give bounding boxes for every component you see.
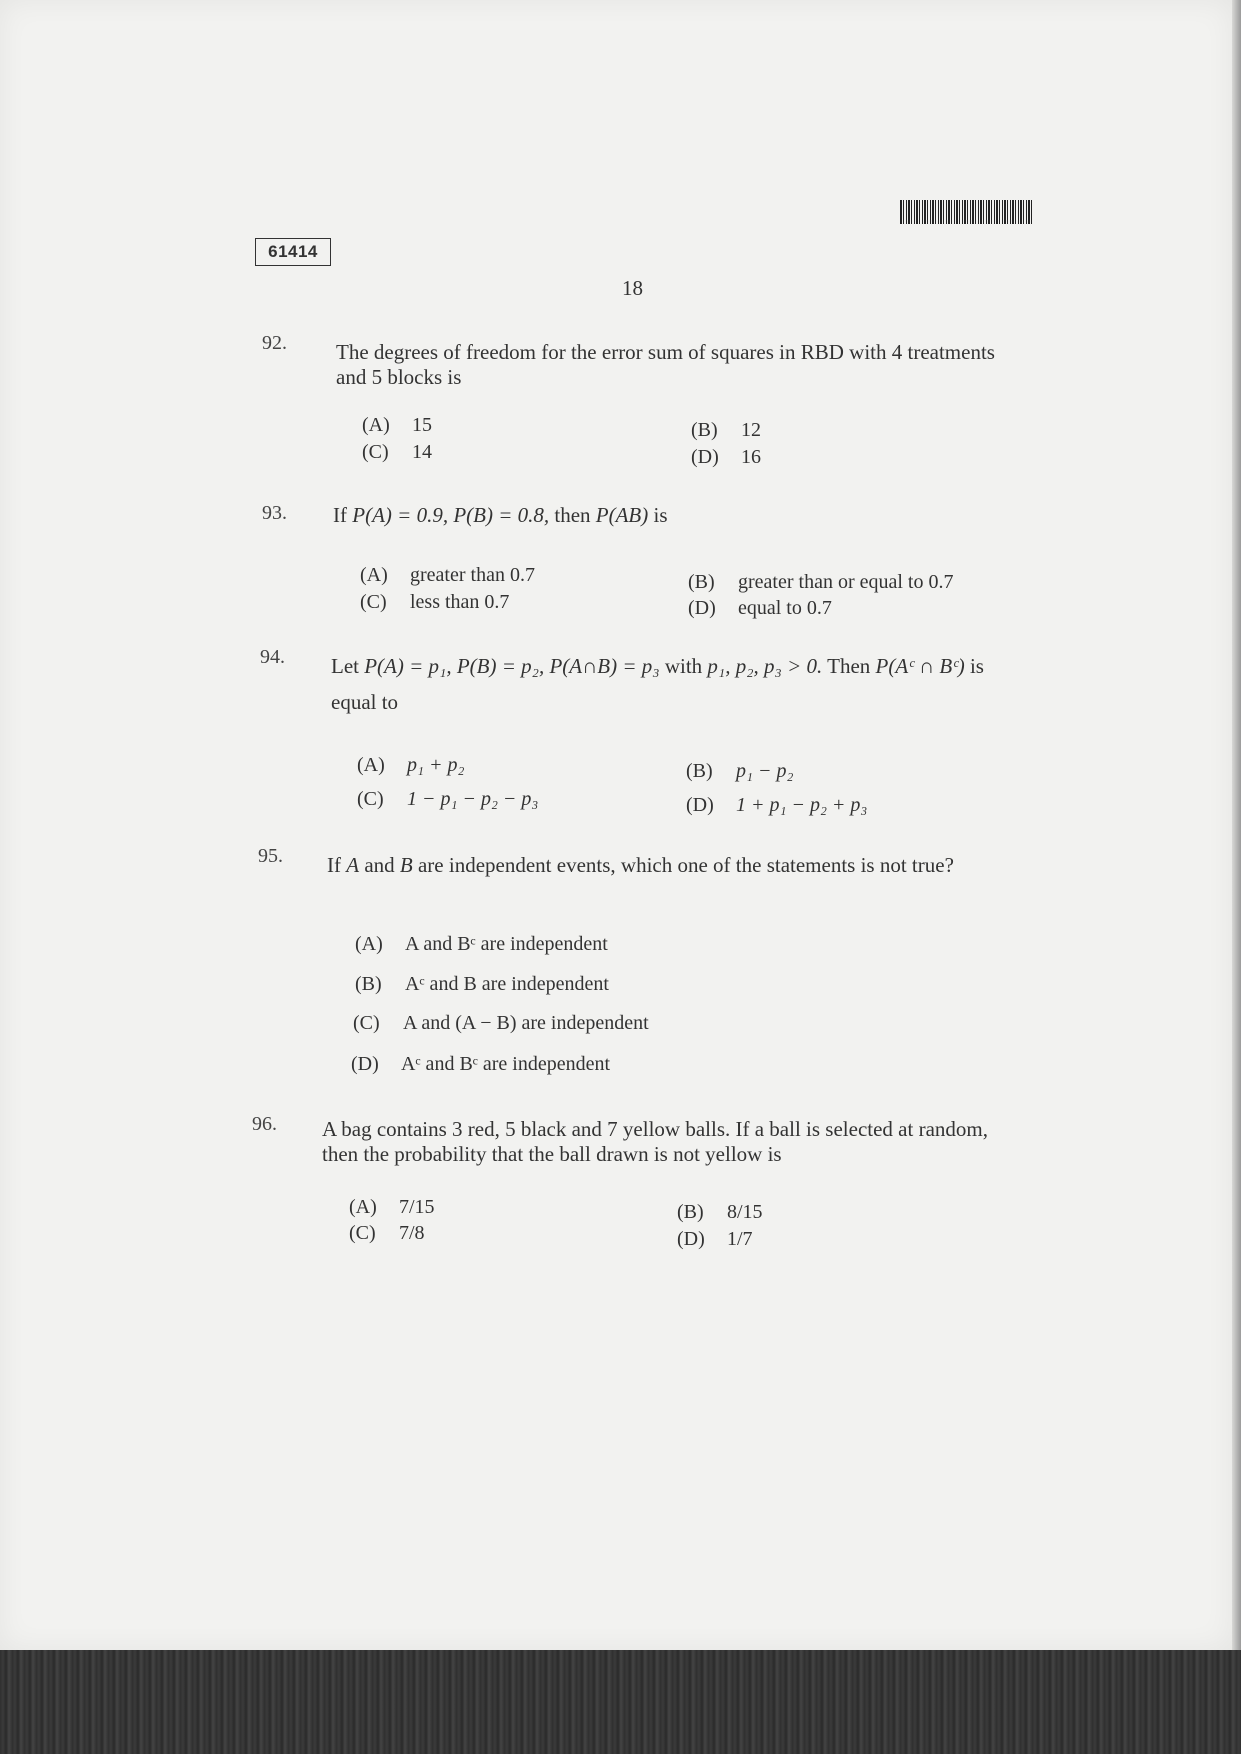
question-text: A bag contains 3 red, 5 black and 7 yellow balls. If a ball is selected at random, then the probability that the ball drawn is not yellow is [322, 1117, 988, 1166]
option-d: (D) 1/7 [677, 1228, 753, 1250]
option-b: (B) 12 [691, 419, 761, 441]
question-number: 92. [262, 332, 287, 354]
option-b: (B) Aᶜ and B are independent [355, 973, 609, 995]
option-d: (D) 1 + p₁ − p₂ + p₃ [686, 794, 868, 816]
option-d: (D) equal to 0.7 [688, 597, 832, 619]
option-a: (A) p₁ + p₂ [357, 754, 465, 776]
question-text: The degrees of freedom for the error sum of squares in RBD with 4 treatments and 5 blocks is [336, 340, 995, 389]
scanner-background [0, 1650, 1241, 1754]
option-c: (C) less than 0.7 [360, 591, 510, 613]
option-c: (C) A and (A − B) are independent [353, 1012, 649, 1034]
question-text: If A and B are independent events, which one of the statements is not true? [327, 853, 954, 877]
option-c: (C) 14 [362, 441, 432, 463]
question-text: Let P(A) = p₁, P(B) = p₂, P(A∩B) = p₃ with p₁, p₂, p₃ > 0. Then P(Aᶜ ∩ Bᶜ) is equal to [331, 654, 984, 714]
barcode [900, 200, 1034, 224]
page-edge [1232, 0, 1241, 1650]
question-number: 94. [260, 646, 285, 668]
paper-code: 61414 [255, 238, 331, 266]
option-d: (D) 16 [691, 446, 761, 468]
option-b: (B) p₁ − p₂ [686, 760, 794, 782]
option-b: (B) 8/15 [677, 1201, 763, 1223]
question-number: 95. [258, 845, 283, 867]
page-number: 18 [622, 276, 643, 300]
option-c: (C) 7/8 [349, 1222, 425, 1244]
option-a: (A) greater than 0.7 [360, 564, 535, 586]
option-a: (A) 7/15 [349, 1196, 435, 1218]
question-number: 93. [262, 502, 287, 524]
option-a: (A) 15 [362, 414, 432, 436]
option-c: (C) 1 − p₁ − p₂ − p₃ [357, 788, 539, 810]
question-number: 96. [252, 1113, 277, 1135]
option-d: (D) Aᶜ and Bᶜ are independent [351, 1053, 611, 1075]
question-text: If P(A) = 0.9, P(B) = 0.8, then P(AB) is [333, 503, 668, 527]
option-b: (B) greater than or equal to 0.7 [688, 571, 954, 593]
option-a: (A) A and Bᶜ are independent [355, 933, 608, 955]
